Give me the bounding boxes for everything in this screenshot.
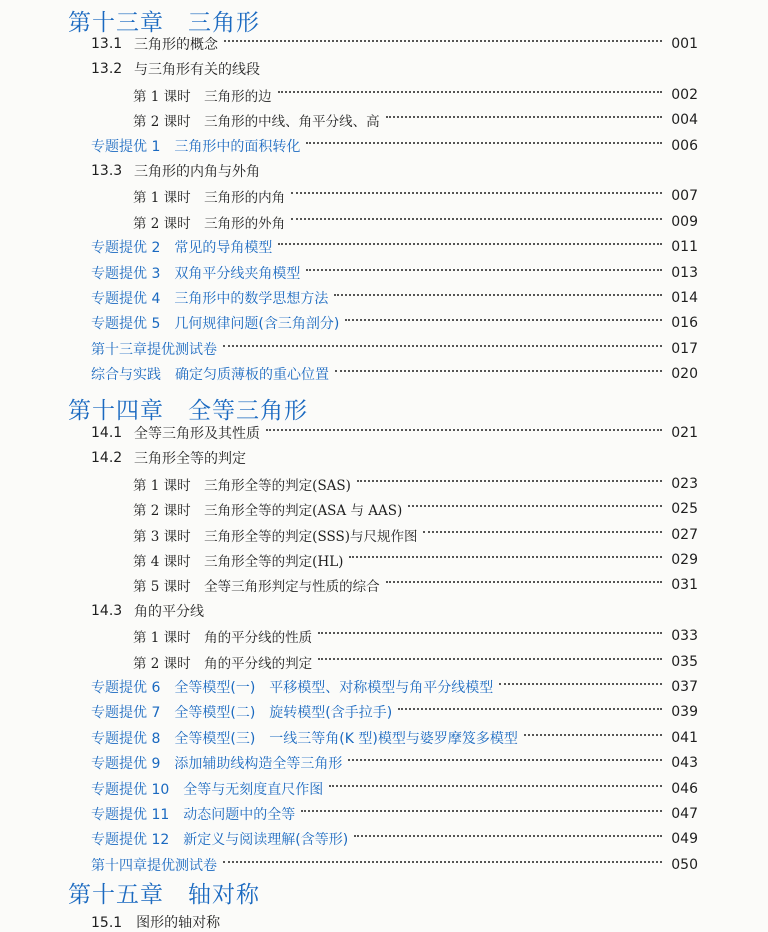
toc-entry[interactable] bbox=[133, 184, 698, 208]
toc-entry[interactable] bbox=[91, 421, 698, 445]
leader-dots bbox=[223, 861, 662, 863]
toc-entry[interactable] bbox=[133, 210, 698, 234]
toc-entry[interactable] bbox=[91, 700, 698, 724]
leader-dots bbox=[306, 269, 662, 271]
page-number: 017 bbox=[671, 340, 698, 357]
entry-title: 综合与实践 确定匀质薄板的重心位置 bbox=[91, 367, 329, 384]
leader-dots bbox=[291, 218, 662, 220]
page-number: 033 bbox=[671, 628, 698, 645]
page-number: 050 bbox=[671, 856, 698, 873]
entry-title: 第 1 课时 角的平分线的性质 bbox=[133, 630, 313, 647]
toc-entry[interactable] bbox=[91, 261, 698, 285]
leader-dots bbox=[278, 91, 662, 93]
leader-dots bbox=[334, 294, 662, 296]
toc-entry[interactable] bbox=[133, 108, 698, 132]
toc-entry[interactable] bbox=[133, 573, 698, 597]
entry-title: 专题提优 11 动态问题中的全等 bbox=[91, 807, 296, 823]
section-number: 13.1 bbox=[91, 36, 123, 52]
cutoff-entry: 15.1 图形的轴对称 bbox=[91, 915, 221, 931]
page-number: 007 bbox=[671, 188, 698, 205]
entry-title: 第 1 课时 三角形的边 bbox=[133, 88, 272, 105]
entry-title: 第 2 课时 角的平分线的判定 bbox=[133, 655, 313, 672]
entry-title: 全等三角形及其性质 bbox=[134, 426, 260, 442]
toc-entry[interactable] bbox=[133, 83, 698, 107]
page-number: 027 bbox=[671, 526, 698, 543]
entry-title: 专题提优 9 添加辅助线构造全等三角形 bbox=[91, 756, 343, 773]
toc-entry[interactable] bbox=[91, 337, 698, 361]
leader-dots bbox=[499, 683, 662, 685]
page-number: 001 bbox=[671, 36, 698, 52]
leader-dots bbox=[306, 142, 662, 144]
leader-dots bbox=[348, 759, 662, 761]
entry-title: 第十四章提优测试卷 bbox=[91, 857, 217, 874]
leader-dots bbox=[301, 810, 662, 812]
leader-dots bbox=[278, 243, 662, 245]
page-number: 049 bbox=[671, 831, 698, 848]
entry-title: 专题提优 5 几何规律问题(含三角剖分) bbox=[91, 316, 340, 333]
leader-dots bbox=[223, 345, 662, 347]
page-number: 006 bbox=[671, 137, 698, 154]
entry-title: 专题提优 8 全等模型(三) 一线三等角(K 型)模型与婆罗摩笈多模型 bbox=[91, 730, 518, 747]
chapter-heading: 第十四章 全等三角形 bbox=[68, 398, 308, 424]
section-number: 13.3 bbox=[91, 163, 123, 179]
page-number: 016 bbox=[671, 315, 698, 332]
page-number: 047 bbox=[671, 806, 698, 822]
entry-title: 第 4 课时 三角形全等的判定(HL) bbox=[133, 554, 344, 570]
page-number: 041 bbox=[671, 729, 698, 746]
toc-entry[interactable] bbox=[91, 726, 698, 750]
section-number: 14.1 bbox=[91, 425, 123, 441]
entry-title: 与三角形有关的线段 bbox=[134, 62, 260, 79]
toc-entry[interactable] bbox=[91, 235, 698, 259]
entry-title: 专题提优 2 常见的导角模型 bbox=[91, 240, 273, 257]
toc-entry[interactable] bbox=[91, 827, 698, 851]
toc-entry[interactable] bbox=[133, 497, 698, 521]
toc-entry[interactable] bbox=[91, 777, 698, 801]
page-number: 035 bbox=[671, 653, 698, 670]
leader-dots bbox=[224, 40, 662, 42]
entry-title: 第 2 课时 三角形的外角 bbox=[133, 215, 286, 232]
entry-title: 第 5 课时 全等三角形判定与性质的综合 bbox=[133, 579, 380, 596]
toc-entry[interactable] bbox=[91, 599, 204, 623]
entry-title: 专题提优 12 新定义与阅读理解(含等形) bbox=[91, 832, 349, 849]
chapter-heading: 第十三章 三角形 bbox=[68, 10, 260, 36]
leader-dots bbox=[423, 531, 662, 533]
page-number: 021 bbox=[671, 425, 698, 441]
entry-title: 专题提优 10 全等与无刻度直尺作图 bbox=[91, 781, 324, 798]
entry-title: 第 3 课时 三角形全等的判定(SSS)与尺规作图 bbox=[133, 528, 418, 545]
section-number: 13.2 bbox=[91, 61, 123, 78]
toc-entry[interactable] bbox=[91, 286, 698, 310]
page-number: 031 bbox=[671, 577, 698, 594]
toc-entry[interactable] bbox=[133, 624, 698, 648]
toc-entry[interactable] bbox=[91, 675, 698, 699]
page-number: 039 bbox=[671, 704, 698, 721]
entry-title: 专题提优 7 全等模型(二) 旋转模型(含手拉手) bbox=[91, 705, 393, 722]
leader-dots bbox=[345, 319, 662, 321]
page-number: 029 bbox=[671, 552, 698, 568]
entry-title: 三角形的内角与外角 bbox=[134, 164, 260, 180]
leader-dots bbox=[408, 505, 662, 507]
section-number: 14.3 bbox=[91, 602, 123, 619]
page-number: 004 bbox=[671, 112, 698, 129]
entry-title: 三角形的概念 bbox=[134, 37, 218, 53]
entry-title: 第 2 课时 三角形全等的判定(ASA 与 AAS) bbox=[133, 503, 403, 520]
entry-title: 第 2 课时 三角形的中线、角平分线、高 bbox=[133, 114, 380, 131]
entry-title: 专题提优 1 三角形中的面积转化 bbox=[91, 138, 301, 155]
page-number: 043 bbox=[671, 755, 698, 772]
leader-dots bbox=[386, 116, 662, 118]
leader-dots bbox=[524, 734, 662, 736]
leader-dots bbox=[329, 785, 662, 787]
entry-title: 专题提优 4 三角形中的数学思想方法 bbox=[91, 291, 329, 307]
leader-dots bbox=[318, 632, 662, 634]
entry-title: 第 1 课时 三角形全等的判定(SAS) bbox=[133, 477, 351, 494]
toc-entry[interactable] bbox=[91, 446, 246, 470]
toc-entry[interactable] bbox=[133, 650, 698, 674]
entry-title: 角的平分线 bbox=[134, 603, 204, 620]
section-number: 14.2 bbox=[91, 450, 123, 467]
toc-entry[interactable] bbox=[133, 523, 698, 547]
leader-dots bbox=[354, 835, 662, 837]
entry-title: 专题提优 3 双角平分线夹角模型 bbox=[91, 265, 301, 282]
leader-dots bbox=[386, 581, 662, 583]
leader-dots bbox=[357, 480, 662, 482]
page-number: 020 bbox=[671, 366, 698, 383]
toc-entry[interactable] bbox=[91, 751, 698, 775]
page-number: 011 bbox=[671, 239, 698, 256]
page-number: 013 bbox=[671, 264, 698, 281]
chapter-heading: 第十五章 轴对称 bbox=[68, 882, 260, 908]
entry-title: 三角形全等的判定 bbox=[134, 451, 246, 468]
leader-dots bbox=[318, 658, 662, 660]
leader-dots bbox=[291, 192, 662, 194]
page-number: 046 bbox=[671, 780, 698, 797]
toc-entry[interactable] bbox=[91, 311, 698, 335]
page-number: 002 bbox=[671, 86, 698, 103]
page-number: 009 bbox=[671, 213, 698, 230]
toc-entry[interactable] bbox=[133, 548, 698, 572]
entry-title: 第 1 课时 三角形的内角 bbox=[133, 190, 286, 207]
toc-entry[interactable] bbox=[133, 472, 698, 496]
toc-entry[interactable] bbox=[91, 802, 698, 826]
leader-dots bbox=[349, 556, 662, 558]
entry-title: 第十三章提优测试卷 bbox=[91, 341, 217, 358]
page-number: 037 bbox=[671, 679, 698, 695]
page-number: 023 bbox=[671, 475, 698, 492]
page-number: 014 bbox=[671, 290, 698, 306]
toc-entry[interactable] bbox=[91, 853, 698, 877]
entry-title: 专题提优 6 全等模型(一) 平移模型、对称模型与角平分线模型 bbox=[91, 680, 494, 696]
page-number: 025 bbox=[671, 501, 698, 518]
toc-entry[interactable] bbox=[91, 57, 260, 81]
leader-dots bbox=[398, 708, 662, 710]
toc-entry[interactable] bbox=[91, 32, 698, 56]
leader-dots bbox=[335, 370, 662, 372]
leader-dots bbox=[266, 429, 662, 431]
toc-entry[interactable] bbox=[91, 134, 698, 158]
toc-entry[interactable] bbox=[91, 159, 260, 183]
toc-entry[interactable] bbox=[91, 362, 698, 386]
